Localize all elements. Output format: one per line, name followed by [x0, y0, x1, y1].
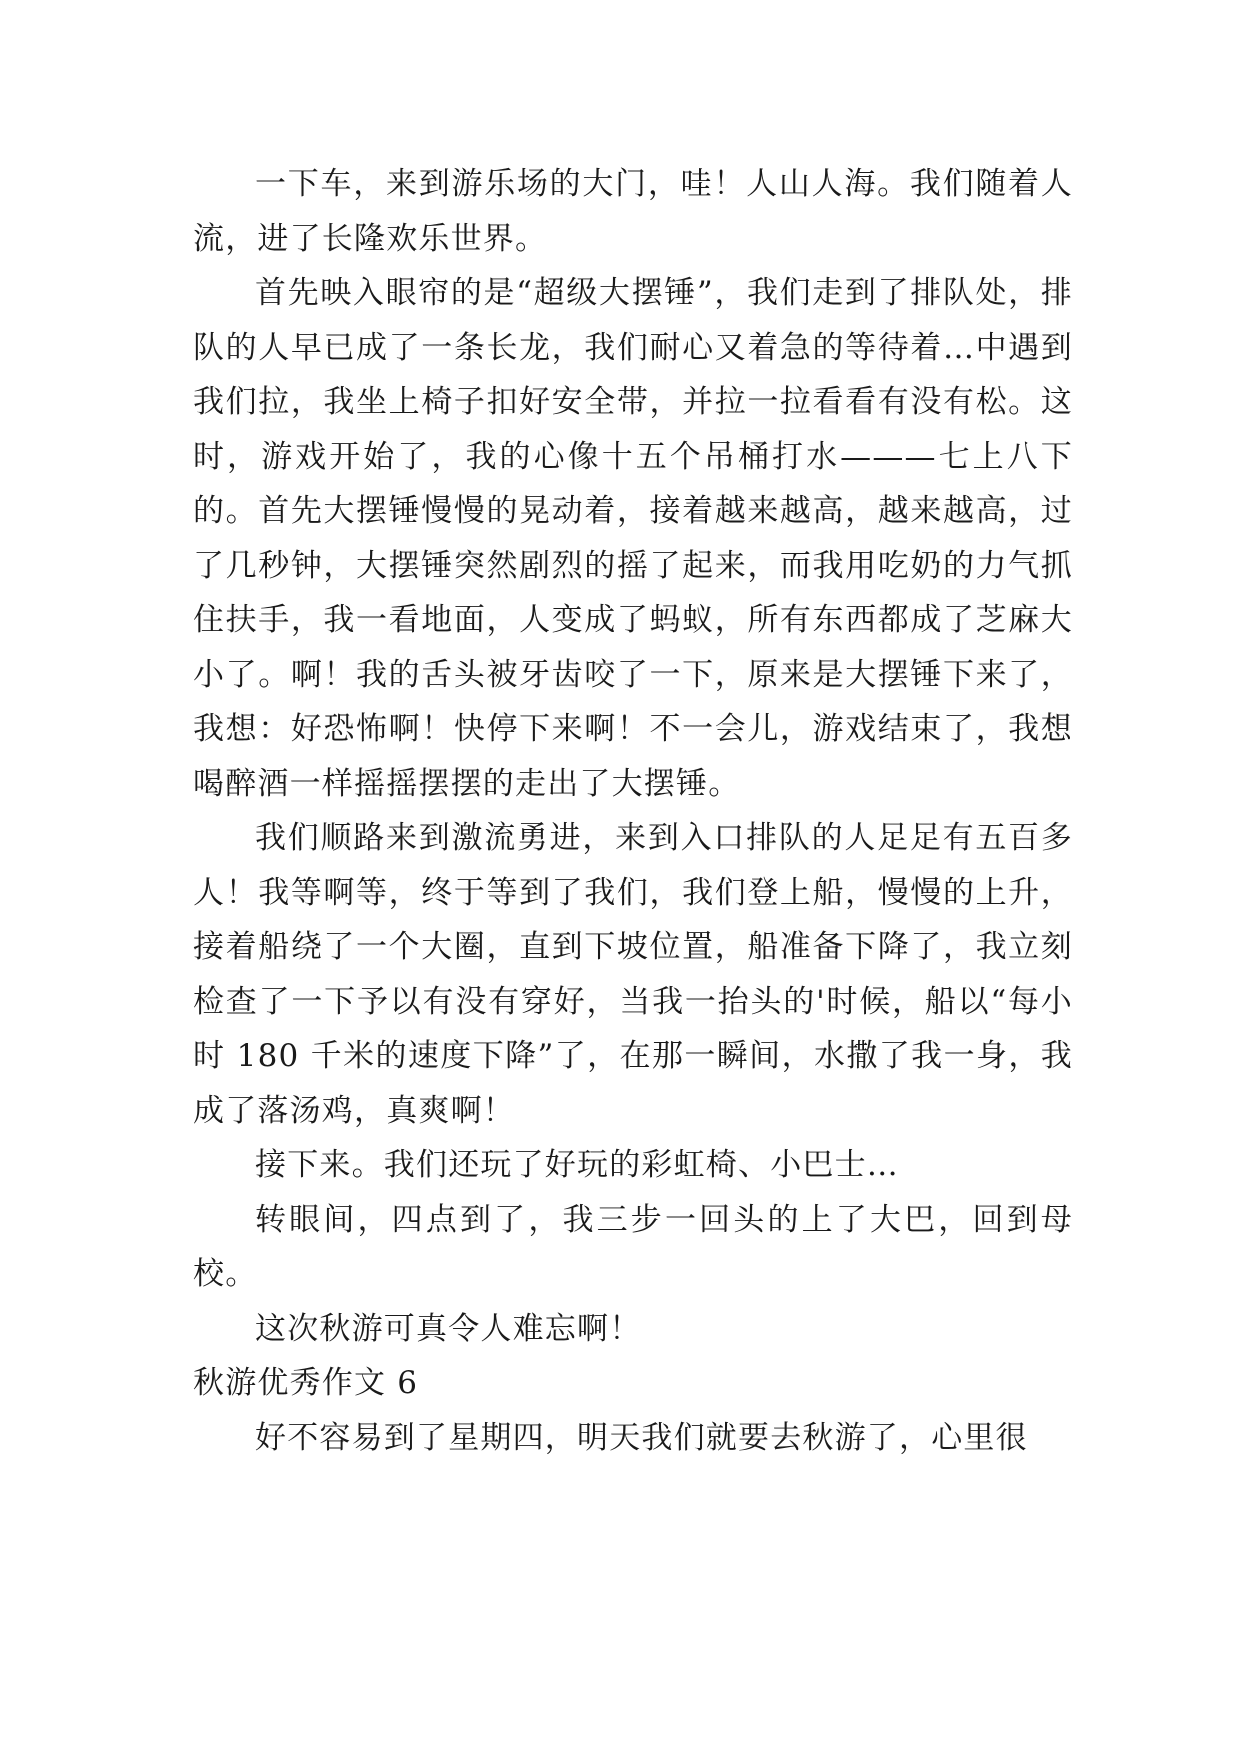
paragraph-other-rides: 接下来。我们还玩了好玩的彩虹椅、小巴士… [255, 1147, 899, 1183]
paragraph-return: 转眼间，四点到了，我三步一回头的上了大巴，回到母校。 [193, 1201, 1073, 1292]
paragraph-conclusion: 这次秋游可真令人难忘啊！ [255, 1310, 642, 1347]
essay-heading: 秋游优秀作文 6 [193, 1365, 419, 1401]
paragraph-pendulum: 首先映入眼帘的是“超级大摆锤”，我们走到了排队处，排队的人早已成了一条长龙，我们耐心又着急的等待着…中遇到我们拉，我坐上椅子扣好安全带，并拉一拉看看有没有松。这时，游戏开始了，我的心像十五个吊桶打水———七上八下的。首先大摆锤慢慢的晃动着，接着越来越高，越来越高，过了几秒钟，大摆锤突然剧烈的摇了起来，而我用吃奶的力气抓住扶手，我一看地面，人变成了蚂蚁，所有东西都成了芝麻大小了。啊！我的舌头被牙齿咬了一下，原来是大摆锤下来了，我想：好恐怖啊！快停下来啊！不一会儿，游戏结束了，我想喝醉酒一样摇摇摆摆的走出了大摆锤。 [193, 275, 1073, 802]
paragraph-rapids: 我们顺路来到激流勇进，来到入口排队的人足足有五百多人！我等啊等，终于等到了我们，我们登上船，慢慢的上升，接着船绕了一个大圈，直到下坡位置，船准备下降了，我立刻检查了一下予以有没有穿好，当我一抬头的'时候，船以“每小时 180 千米的速度下降”了，在那一瞬间，水撒了我一身，我成了落汤鸡，真爽啊！ [193, 820, 1073, 1129]
paragraph-arrival: 一下车，来到游乐场的大门，哇！人山人海。我们随着人流，进了长隆欢乐世界。 [193, 166, 1073, 257]
paragraph-next-essay-start: 好不容易到了星期四，明天我们就要去秋游了，心里很 [255, 1419, 1028, 1456]
document-body [193, 157, 1073, 1465]
